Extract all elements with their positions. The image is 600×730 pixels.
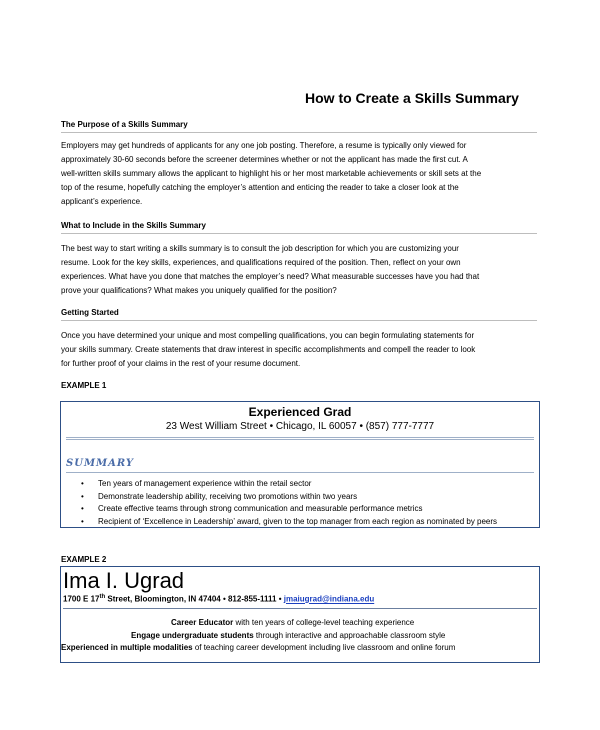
- text-line: experiences. What have you done that matches the employer’s need? What measurable successes have you had that: [61, 272, 480, 281]
- summary-line: [61, 617, 539, 630]
- text-line: for further proof of your claims in the rest of your resume document.: [61, 359, 301, 368]
- section-divider: [61, 233, 537, 234]
- example-1-resume: [60, 401, 540, 528]
- resume-address: [63, 594, 374, 604]
- text-line: The best way to start writing a skills summary is to consult the job description for which you are customizing your: [61, 244, 459, 253]
- resume-name: Experienced Grad: [248, 405, 352, 419]
- paragraph-purpose: [61, 139, 539, 209]
- summary-heading: SUMMARY: [66, 458, 134, 469]
- summary-line-text: of teaching career development including live classroom and online forum: [192, 643, 456, 652]
- section-divider: [61, 132, 537, 133]
- summary-bullet: • Recipient of ‘Excellence in Leadership’ award, given to the top manager from each region as nominated by peers: [81, 516, 497, 529]
- section-divider: [61, 320, 537, 321]
- section-heading-purpose: The Purpose of a Skills Summary: [61, 120, 188, 129]
- address-part: Street, Bloomington, IN 47404 • 812-855-1111 •: [105, 594, 284, 604]
- example-2-resume: [60, 566, 540, 663]
- text-line: Employers may get hundreds of applicants for any one job posting. Therefore, a resume is typically only viewed for: [61, 141, 467, 150]
- paragraph-what-to-include: [61, 242, 539, 298]
- text-line: resume. Look for the key skills, experiences, and qualifications required of the position. Then, reflect on your own: [61, 258, 461, 267]
- summary-line-text: through interactive and approachable classroom style: [253, 630, 446, 640]
- resume-address: 23 West William Street • Chicago, IL 60057 • (857) 777-7777: [165, 421, 435, 432]
- summary-line-bold: Career Educator: [171, 618, 234, 627]
- text-line: prove your qualifications? What makes you uniquely qualified for the position?: [61, 286, 337, 295]
- text-line: top of the resume, hopefully catching the employer’s attention and enticing the reader to take a closer look at the: [61, 183, 459, 192]
- text-line: approximately 30-60 seconds before the screener determines whether or not the applicant has made the first cut. A: [61, 155, 468, 164]
- summary-line: [61, 630, 539, 643]
- summary-line-text: with ten years of college-level teaching experience: [233, 618, 415, 627]
- text-line: applicant’s experience.: [61, 197, 143, 206]
- resume-divider: [66, 439, 534, 440]
- resume-divider: [63, 608, 537, 609]
- resume-divider: [66, 437, 534, 438]
- summary-divider: [66, 472, 534, 473]
- address-part: 1700 E 17: [63, 594, 100, 604]
- section-heading-getting-started: Getting Started: [61, 308, 119, 317]
- summary-lines: [61, 617, 539, 655]
- summary-line-bold: Experienced in multiple modalities: [61, 643, 193, 652]
- summary-bullet: • Create effective teams through strong communication and measurable performance metrics: [81, 503, 497, 516]
- text-line: your skills summary. Create statements that draw interest in specific accomplishments and compell the reader to look: [61, 345, 476, 354]
- section-heading-what-to-include: What to Include in the Skills Summary: [61, 221, 206, 230]
- summary-list: [81, 478, 497, 528]
- summary-bullet: • Demonstrate leadership ability, receiving two promotions within two years: [81, 491, 497, 504]
- summary-line-bold: Engage undergraduate students: [131, 630, 254, 640]
- email-link[interactable]: jmaiugrad@indiana.edu: [283, 594, 375, 604]
- example-2-label: EXAMPLE 2: [61, 555, 107, 564]
- resume-name: Ima I. Ugrad: [63, 568, 185, 593]
- summary-line: [61, 642, 539, 655]
- text-line: Once you have determined your unique and most compelling qualifications, you can begin formulating statements for: [61, 331, 475, 340]
- text-line: well-written skills summary allows the applicant to highlight his or her most marketable achievements or skill sets at the: [61, 169, 482, 178]
- address-superscript: th: [99, 594, 106, 600]
- summary-bullet: • Ten years of management experience within the retail sector: [81, 478, 497, 491]
- example-1-label: EXAMPLE 1: [61, 381, 107, 390]
- paragraph-getting-started: [61, 329, 539, 371]
- document-title: How to Create a Skills Summary: [305, 90, 519, 106]
